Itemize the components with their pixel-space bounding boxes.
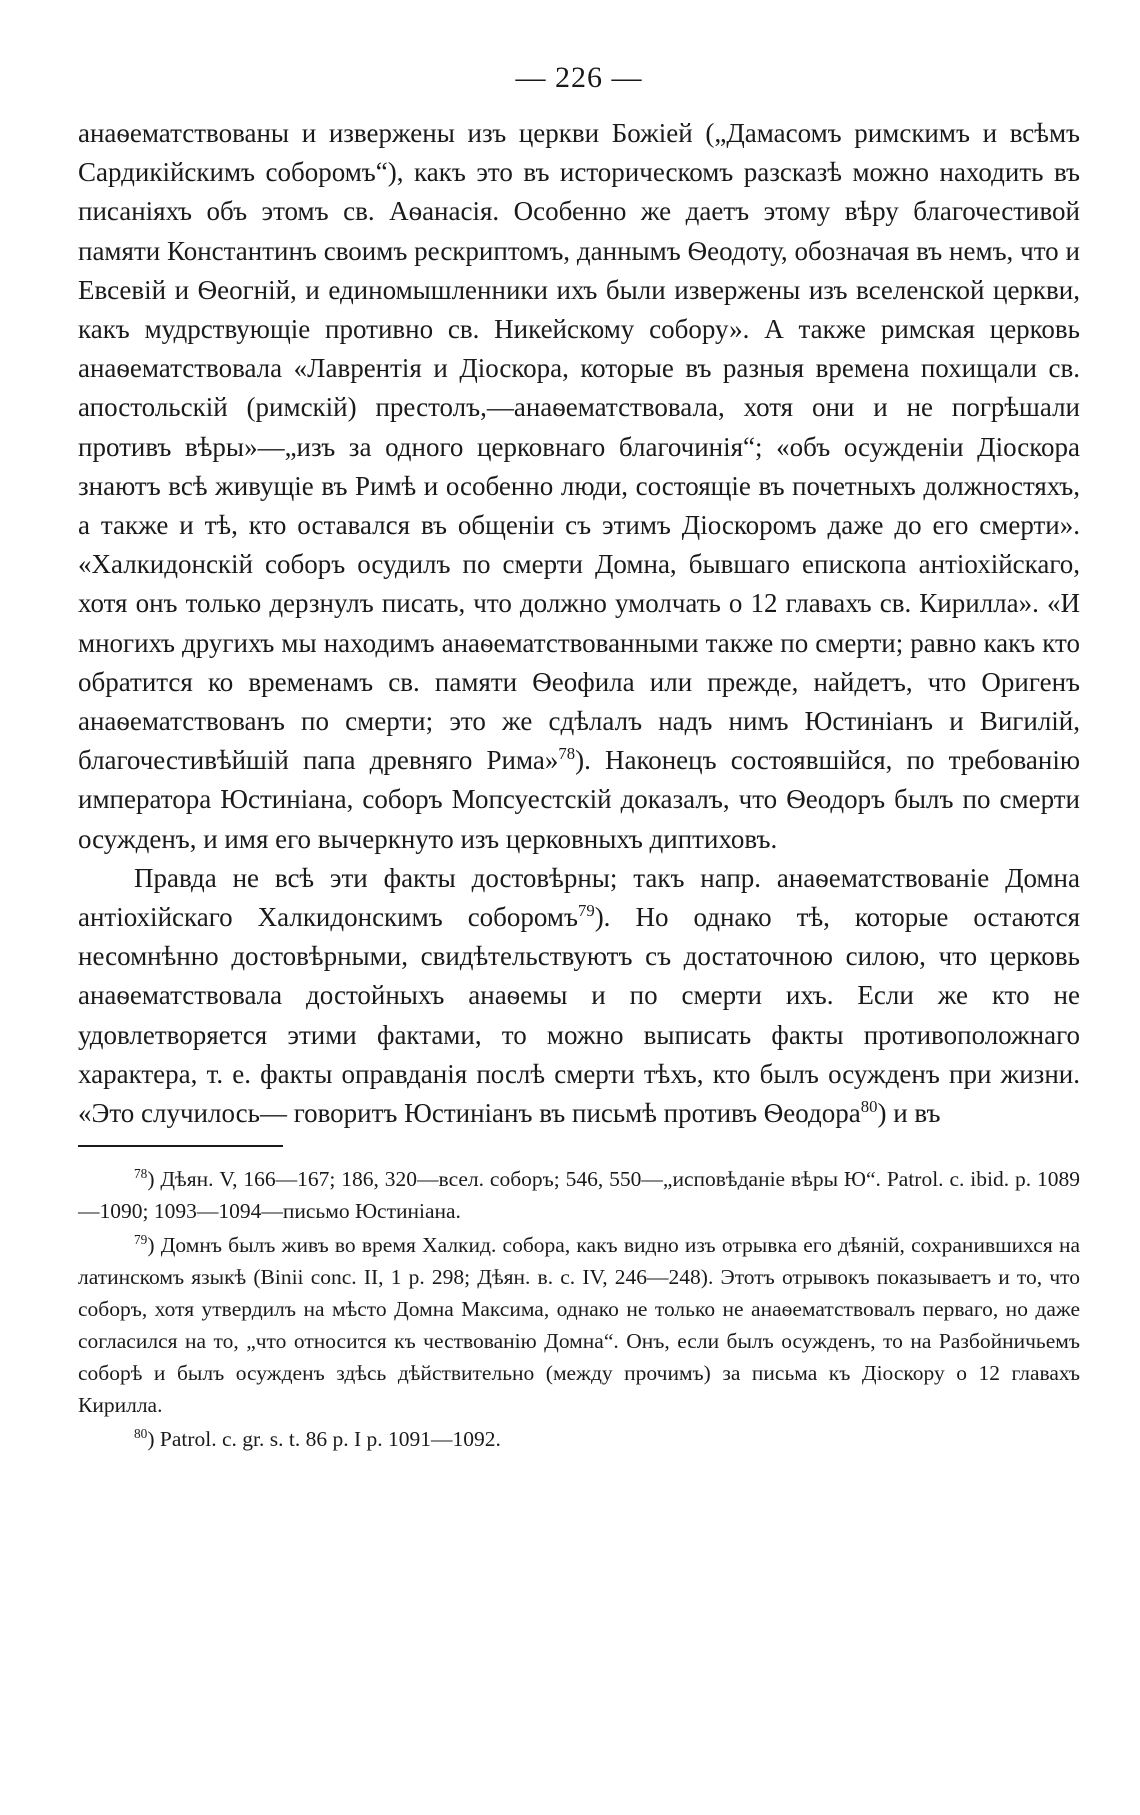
footnote-79 [78,1229,1080,1421]
footnote-ref-80: 80 [860,1097,878,1117]
footnote-text: ) Patrol. c. gr. s. t. 86 p. I p. 1091—1092. [147,1427,501,1452]
paragraph-1-text-a: анаѳематствованы и извержены изъ церкви Божіей („Дамасомъ римскимъ и всѣмъ Сардикійскимъ соборомъ“), какъ это въ историческомъ разсказѣ можно находить въ писаніяхъ объ этомъ св. Аѳанасія. Особенно же даетъ этому вѣру благочестивой памяти Константинъ своимъ рескриптомъ, даннымъ Ѳеодоту, обозначая въ немъ, что и Евсевій и Ѳеогній, и единомышленники ихъ были извержены изъ вселенской церкви, какъ мудрствующіе противно св. Никейскому собору». А также римская церковь анаѳематствовала «Лаврентія и Діоскора, которые въ разныя времена похищали св. апостольскій (римскій) престолъ,—анаѳематствовала, хотя они и не погрѣшали противъ вѣры»—„изъ за одного церковнаго благочинія“; «объ осужденіи Діоскора знаютъ всѣ живущіе въ Римѣ и особенно люди, состоящіе въ почетныхъ должностяхъ, а также и тѣ, кто оставался въ общеніи съ этимъ Діоскоромъ даже до его смерти». «Халкидонскій соборъ осудилъ по смерти Домна, бывшаго епископа антіохійскаго, хотя онъ только дерзнулъ писать, что должно умолчать о 12 главахъ св. Кирилла». «И многихъ другихъ мы находимъ анаѳематствованными также по смерти; равно какъ кто обратится ко временамъ св. памяти Ѳеофила или прежде, найдетъ, что Оригенъ анаѳематствованъ по смерти; это же сдѣлалъ надъ нимъ Юстиніанъ и Вигилій, благочестивѣйшій папа древняго Рима» [78,118,1080,776]
footnote-mark: 80 [134,1426,148,1442]
paragraph-2-text-c: ) и въ [877,1098,941,1129]
footnote-divider [78,1145,283,1147]
paragraph-2 [78,859,1080,1133]
footnote-78 [78,1163,1080,1227]
footnote-text: ) Дѣян. V, 166—167; 186, 320—всел. соборъ; 546, 550—„исповѣданіе вѣры Ю“. Patrol. c. ibid. p. 1089—1090; 1093—1094—письмо Юстиніана. [78,1167,1080,1224]
paragraph-2-text-b: ). Но однако тѣ, которые остаются несомнѣнно достовѣрными, свидѣтельствуютъ съ достаточною силою, что церковь анаѳематствовала достойныхъ анаѳемы и по смерти ихъ. Если же кто не удовлетворяется этими фактами, то можно выписать факты противоположнаго характера, т. е. факты оправданія послѣ смерти тѣхъ, кто былъ осужденъ при жизни. «Это случилось— говоритъ Юстиніанъ въ письмѣ противъ Ѳеодора [78,902,1080,1129]
paragraph-1-text-b: ). Наконецъ состоявшійся, по требованію императора Юстиніана, соборъ Мопсуестскій доказалъ, что Ѳеодоръ былъ по смерти осужденъ, и имя его вычеркнуто изъ церковныхъ диптиховъ. [78,745,1080,854]
footnote-ref-78: 78 [558,744,576,764]
footnotes [78,1163,1080,1455]
footnote-text: ) Домнъ былъ живъ во время Халкид. собора, какъ видно изъ отрывка его дѣяній, сохранившихся на латинскомъ языкѣ (Binii conc. II, 1 p. 298; Дѣян. в. с. IV, 246—248). Этотъ отрывокъ показываетъ и то, что соборъ, хотя утвердилъ на мѣсто Домна Максима, однако не только не анаѳематствовалъ перваго, но даже согласился на то, „что относится къ чествованію Домна“. Онъ, если былъ осужденъ, то на Разбойничьемъ соборѣ и былъ осужденъ здѣсь дѣйствительно (между прочимъ) за письма къ Діоскору о 12 главахъ Кирилла. [78,1233,1080,1418]
paragraph-2-text-a: Правда не всѣ эти факты достовѣрны; такъ напр. анаѳематствованіе Домна антіохійскаго Халкидонскимъ соборомъ [78,862,1080,933]
footnote-80 [78,1423,1080,1455]
page-number: — 226 — [515,61,643,94]
footnote-mark: 79 [134,1232,148,1248]
footnote-mark: 78 [134,1166,148,1182]
footnote-ref-79: 79 [577,901,595,921]
main-text [78,114,1080,1133]
paragraph-1 [78,114,1080,859]
book-page [78,60,1080,1455]
